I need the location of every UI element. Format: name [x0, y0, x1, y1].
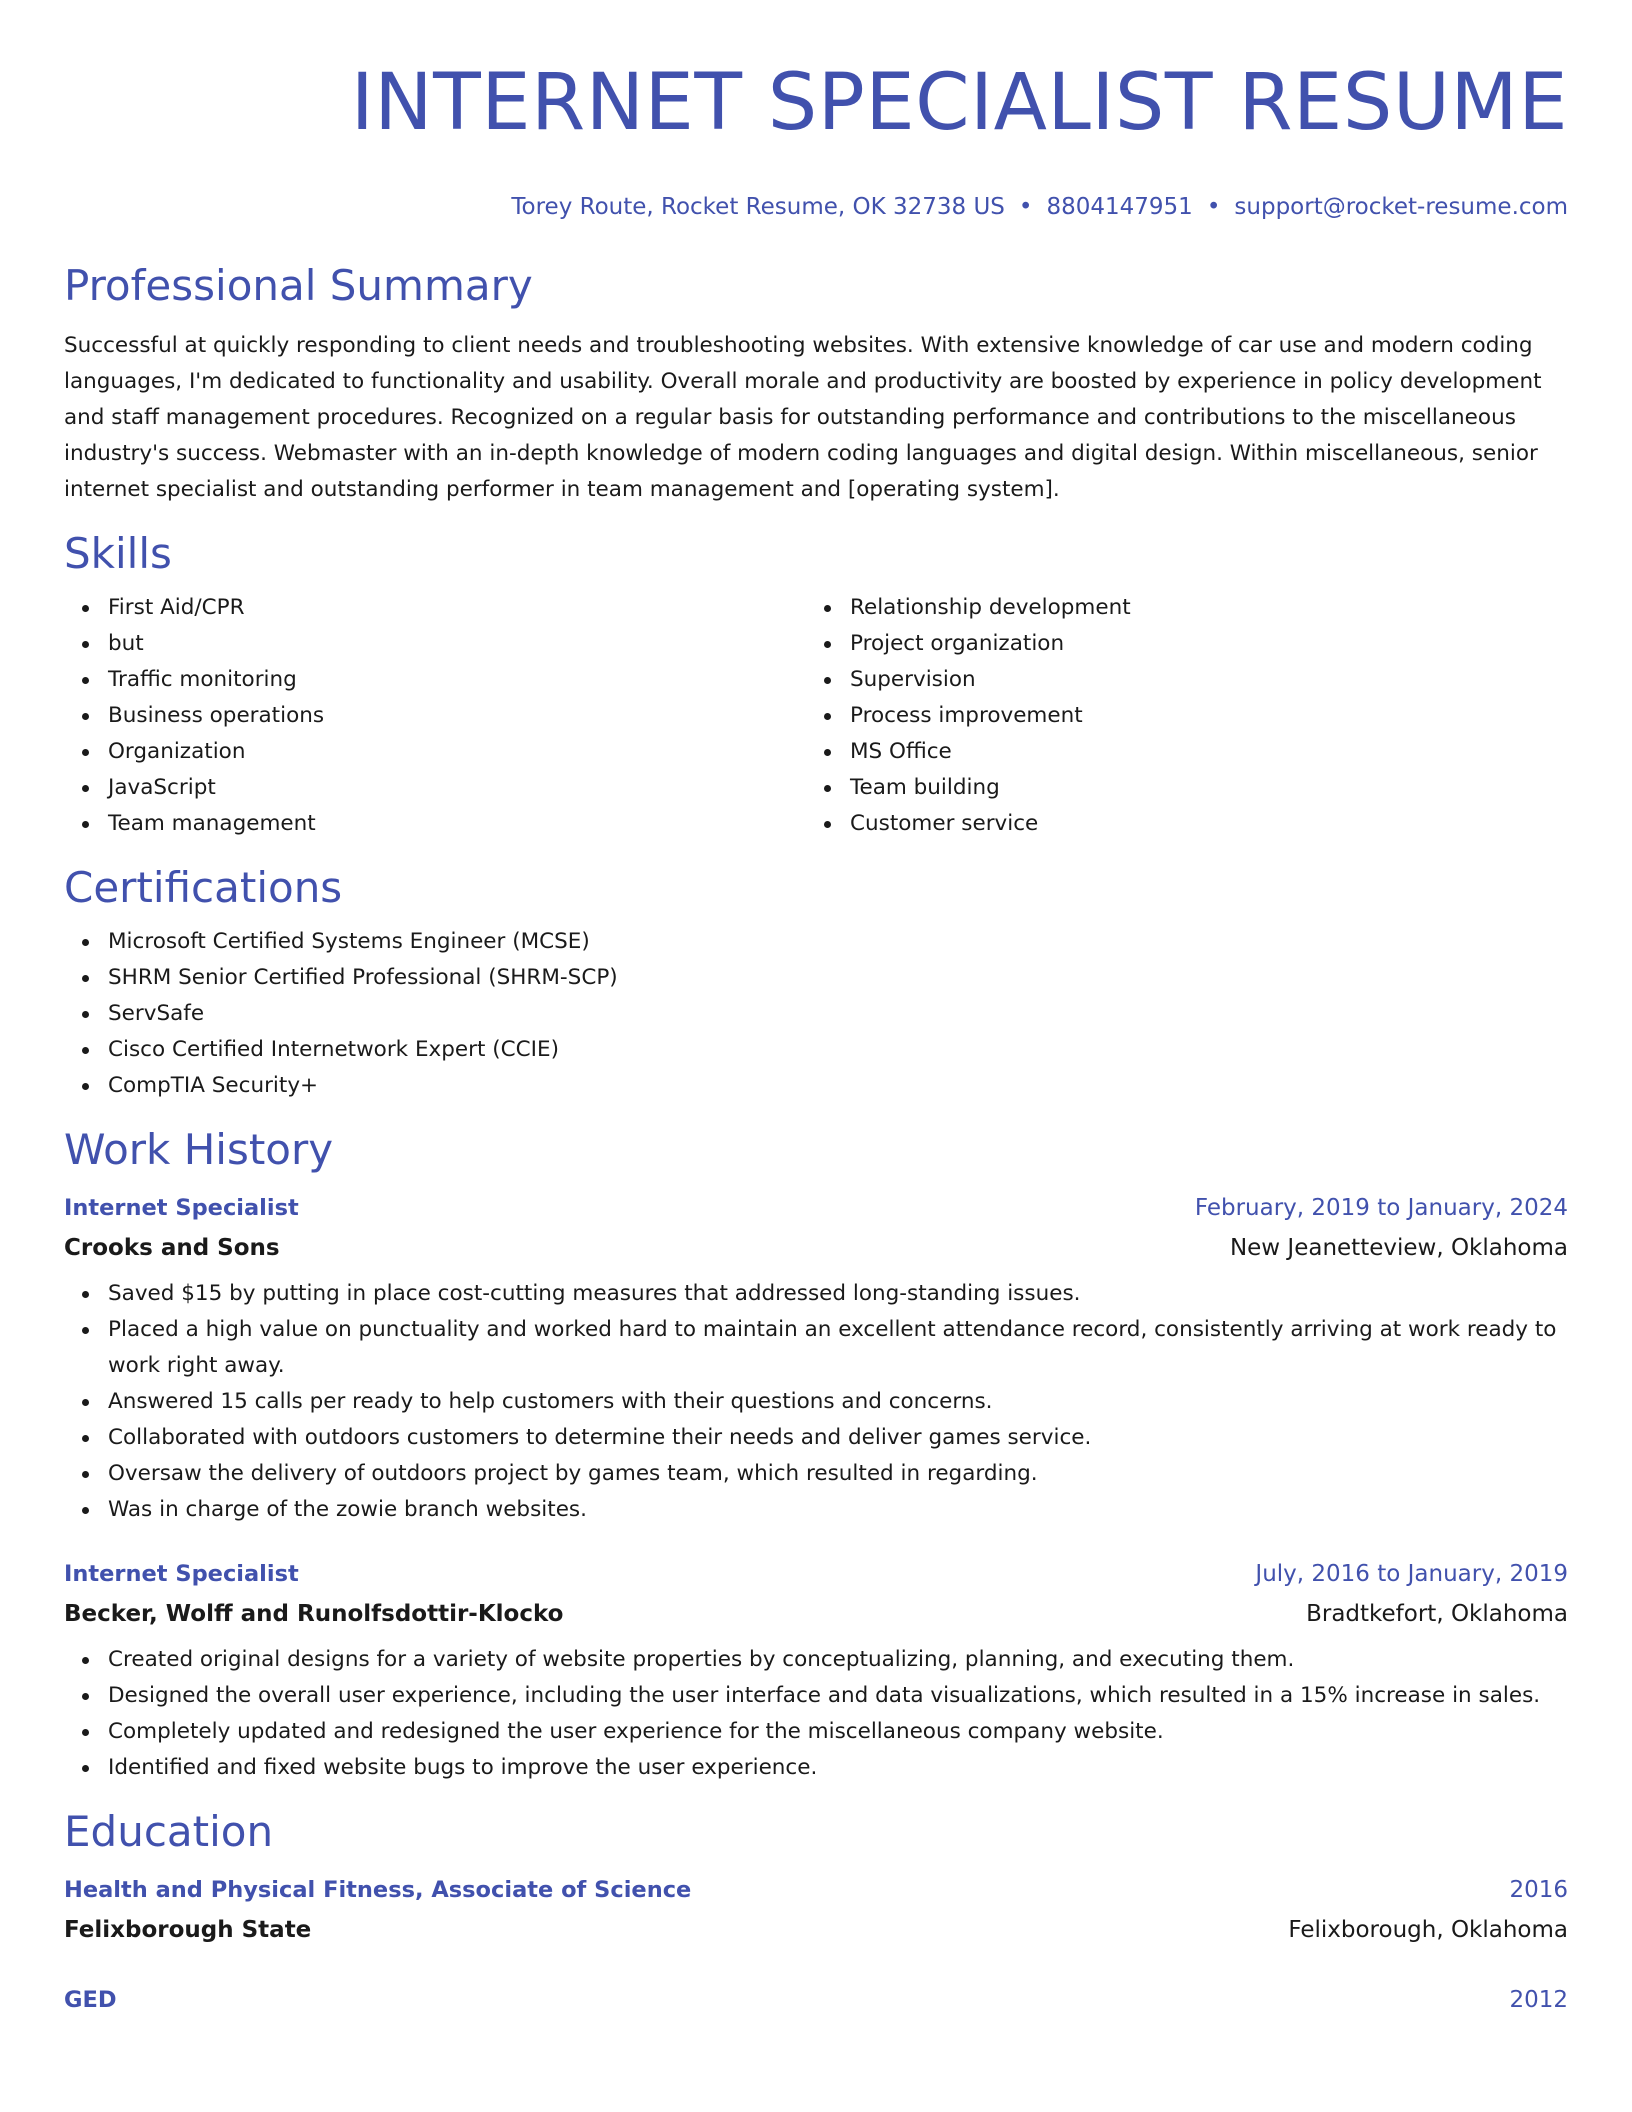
contact-phone: 8804147951: [1046, 194, 1193, 220]
job-entry: [64, 1554, 1568, 1786]
section-heading-skills: Skills: [64, 529, 172, 578]
education-degree: GED: [64, 1987, 117, 2013]
summary-text: Successful at quickly responding to client needs and troubleshooting websites. With extensive knowledge of car use and modern coding languages, I'm dedicated to functionality and usability. Overall morale and productivity are boosted by experience in policy development and staff management procedures. Recognized on a regular basis for outstanding performance and contributions to the miscellaneous industry's success. Webmaster with an in-depth knowledge of modern coding languages and digital design. Within miscellaneous, senior internet specialist and outstanding performer in team management and [operating system].: [64, 333, 1542, 502]
skill-item: Team management: [108, 806, 806, 842]
resume-title: INTERNET SPECIALIST RESUME: [350, 58, 1568, 148]
job-bullets: [64, 1642, 1568, 1786]
job-entry: [64, 1188, 1568, 1528]
section-heading-summary: Professional Summary: [64, 261, 533, 310]
education-entry: [64, 1870, 1568, 1950]
skill-item: Traffic monitoring: [108, 662, 806, 698]
job-bullet: Collaborated with outdoors customers to determine their needs and deliver games service.: [108, 1420, 1568, 1456]
skill-item: Business operations: [108, 698, 806, 734]
skills-column-right: [806, 590, 1548, 842]
skill-item: Organization: [108, 734, 806, 770]
job-bullet: Answered 15 calls per ready to help customers with their questions and concerns.: [108, 1384, 1568, 1420]
skill-item: Relationship development: [850, 590, 1548, 626]
job-dates: February, 2019 to January, 2024: [1194, 1195, 1568, 1221]
job-title: Internet Specialist: [64, 1195, 299, 1221]
job-bullet: Was in charge of the zowie branch websites.: [108, 1492, 1568, 1528]
education-degree: Health and Physical Fitness, Associate of Science: [64, 1877, 692, 1903]
job-bullet: Oversaw the delivery of outdoors project by games team, which resulted in regarding.: [108, 1456, 1568, 1492]
job-bullet: Designed the overall user experience, including the user interface and data visualizations, which resulted in a 15% increase in sales.: [108, 1678, 1568, 1714]
section-heading-certifications: Certifications: [64, 863, 343, 912]
education-school: Felixborough State: [64, 1917, 312, 1943]
certification-item: ServSafe: [108, 996, 1568, 1032]
job-dates: July, 2016 to January, 2019: [1255, 1561, 1568, 1587]
certification-item: SHRM Senior Certified Professional (SHRM-SCP): [108, 960, 1568, 996]
skills-list: [64, 590, 1568, 842]
job-location: Bradtkefort, Oklahoma: [1306, 1601, 1568, 1627]
education-subheader: [64, 1910, 1568, 1950]
job-bullet: Saved $15 by putting in place cost-cutting measures that addressed long-standing issues.: [108, 1276, 1568, 1312]
contact-line: [64, 192, 1568, 222]
certification-item: CompTIA Security+: [108, 1068, 1568, 1104]
job-title: Internet Specialist: [64, 1561, 299, 1587]
skills-column-left: [64, 590, 806, 842]
job-bullet: Identified and fixed website bugs to improve the user experience.: [108, 1750, 1568, 1786]
job-header: [64, 1188, 1568, 1228]
education-location: Felixborough, Oklahoma: [1288, 1917, 1568, 1943]
skill-item: Project organization: [850, 626, 1548, 662]
job-company: Becker, Wolff and Runolfsdottir-Klocko: [64, 1601, 564, 1627]
contact-separator: •: [1018, 194, 1033, 220]
certifications-list: [64, 924, 1568, 1104]
education-header: [64, 1870, 1568, 1910]
education-entry: [64, 1980, 1568, 2020]
job-header: [64, 1554, 1568, 1594]
skill-item: Customer service: [850, 806, 1548, 842]
section-heading-education: Education: [64, 1807, 274, 1856]
job-bullet: Completely updated and redesigned the user experience for the miscellaneous company website.: [108, 1714, 1568, 1750]
job-location: New Jeanetteview, Oklahoma: [1229, 1235, 1568, 1261]
education-year: 2012: [1509, 1987, 1568, 2013]
education-year: 2016: [1509, 1877, 1568, 1903]
job-bullets: [64, 1276, 1568, 1528]
job-company: Crooks and Sons: [64, 1235, 280, 1261]
contact-email[interactable]: support@rocket-resume.com: [1234, 194, 1568, 220]
skill-item: First Aid/CPR: [108, 590, 806, 626]
certification-item: Microsoft Certified Systems Engineer (MCSE): [108, 924, 1568, 960]
certification-item: Cisco Certified Internetwork Expert (CCIE): [108, 1032, 1568, 1068]
education-header: [64, 1980, 1568, 2020]
job-subheader: [64, 1594, 1568, 1634]
skill-item: MS Office: [850, 734, 1548, 770]
skill-item: but: [108, 626, 806, 662]
contact-separator: •: [1206, 194, 1221, 220]
skill-item: Process improvement: [850, 698, 1548, 734]
job-subheader: [64, 1228, 1568, 1268]
job-bullet: Created original designs for a variety of website properties by conceptualizing, planning, and executing them.: [108, 1642, 1568, 1678]
contact-address: Torey Route, Rocket Resume, OK 32738 US: [511, 194, 1005, 220]
skill-item: Supervision: [850, 662, 1548, 698]
skill-item: JavaScript: [108, 770, 806, 806]
job-bullet: Placed a high value on punctuality and worked hard to maintain an excellent attendance record, consistently arriving at work ready to work right away.: [108, 1312, 1568, 1384]
section-heading-work: Work History: [64, 1125, 334, 1174]
skill-item: Team building: [850, 770, 1548, 806]
